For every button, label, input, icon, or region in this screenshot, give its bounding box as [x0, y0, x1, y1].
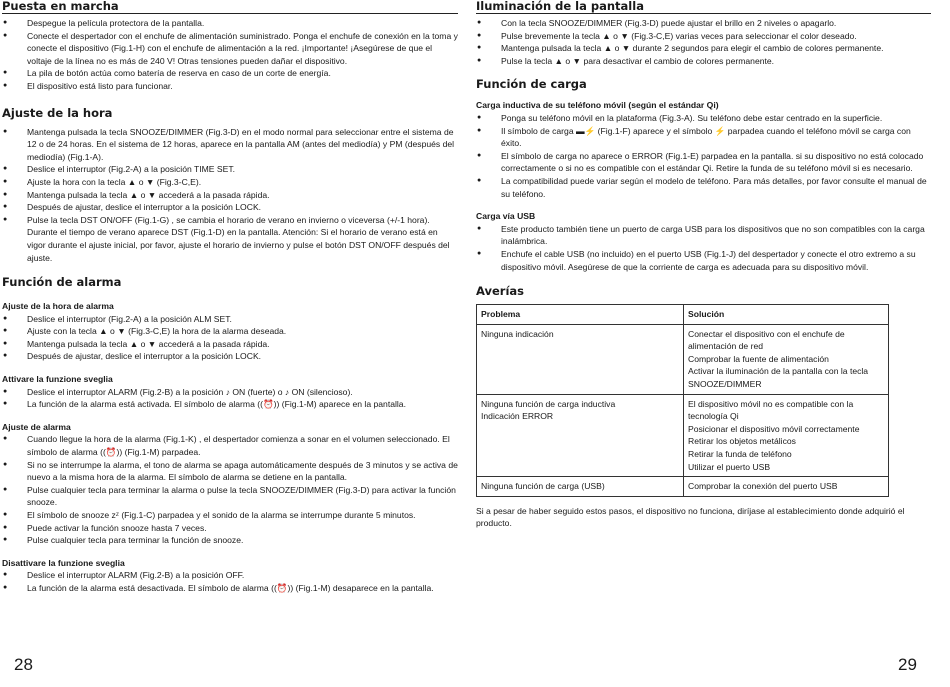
list-item: ● Pulse cualquier tecla para terminar la función de snooze.: [2, 534, 458, 547]
section-title-funcion-carga: Función de carga: [476, 77, 587, 92]
solution-line: El dispositivo móvil no es compatible con la tecnología Qi: [688, 398, 854, 422]
list-carga-inductiva: [476, 112, 931, 200]
footer-note: Si a pesar de haber seguido estos pasos, el dispositivo no funciona, diríjase al establecimiento donde adquirió el producto.: [476, 505, 905, 529]
list-disattivare-sveglia: [2, 569, 458, 594]
list-item: ● Mantenga pulsada la tecla ▲ o ▼ durante 2 segundos para elegir el cambio de colores permanente.: [476, 42, 931, 55]
list-item: ● Ajuste la hora con la tecla ▲ o ▼ (Fig.3-C,E).: [2, 176, 458, 189]
list-carga-usb: [476, 223, 931, 273]
subsection-title-attivare-sveglia: Attivare la funzione sveglia: [2, 374, 113, 385]
list-ajuste-alarma: [2, 433, 458, 546]
section-title-funcion-alarma: Función de alarma: [2, 275, 122, 290]
list-item: ● El dispositivo está listo para funcionar.: [2, 80, 458, 93]
troubleshooting-table: [476, 304, 889, 497]
list-item: ● El símbolo de snooze zᶻ (Fig.1-C) parpadea y el sonido de la alarma se interrumpe durante 5 minutos.: [2, 509, 458, 522]
table-header-solucion: Solución: [684, 305, 889, 325]
table-row: [477, 394, 889, 477]
list-item: ● Puede activar la función snooze hasta 7 veces.: [2, 522, 458, 535]
subsection-title-ajuste-alarma: Ajuste de alarma: [2, 421, 71, 432]
list-item: ● Deslice el interruptor (Fig.2-A) a la posición ALM SET.: [2, 313, 458, 326]
list-item: ● Pulse brevemente la tecla ▲ o ▼ (Fig.3-C,E) varias veces para seleccionar el color deseado.: [476, 30, 931, 43]
list-item: ● Conecte el despertador con el enchufe de alimentación suministrado. Ponga el enchufe de conexión en la toma y conecte el dispositivo (Fig.1-H) con el enchufe de alimentación a la red. ¡Importante! ¡Asegúrese de que el voltaje de la línea no es más de 240 V! Otras tensiones pueden dañar el dispositivo.: [2, 30, 458, 68]
list-item: ● Pulse la tecla DST ON/OFF (Fig.1-G) , se cambia el horario de verano en invierno o viceversa (+/-1 hora).: [2, 214, 458, 227]
subsection-title-ajuste-hora-alarma: Ajuste de la hora de alarma: [2, 301, 114, 312]
table-cell-solution: [684, 477, 889, 497]
list-ajuste-hora: [2, 126, 458, 227]
top-divider-right: [476, 13, 931, 14]
list-item: ● Pulse cualquier tecla para terminar la alarma o pulse la tecla SNOOZE/DIMMER (Fig.3-D) para activar la función snooze.: [2, 484, 458, 509]
dst-paragraph: Durante el tiempo de verano aparece DST (Fig.1-D) en la pantalla. Atención: Si el horario de verano está en vigor durante el ajuste inicial, por favor, ajuste el horario de invierno y pulse el botón DST ON/OFF después del ajuste.: [27, 227, 450, 263]
list-item: ● Este producto también tiene un puerto de carga USB para los dispositivos que no son compatibles con la carga inalámbrica.: [476, 223, 931, 248]
solution-line: Posicionar el dispositivo móvil correctamente: [688, 423, 860, 434]
top-divider-left: [2, 13, 458, 14]
solution-line: Comprobar la fuente de alimentación: [688, 353, 829, 364]
list-item: ● Deslice el interruptor (Fig.2-A) a la posición TIME SET.: [2, 163, 458, 176]
solution-line: Utilizar el puerto USB: [688, 461, 771, 472]
list-item: ● Con la tecla SNOOZE/DIMMER (Fig.3-D) puede ajustar el brillo en 2 niveles o apagarlo.: [476, 17, 931, 30]
list-ajuste-hora-alarma: [2, 313, 458, 363]
subsection-title-carga-usb: Carga vía USB: [476, 211, 536, 222]
left-column: [2, 0, 458, 595]
table-cell-problem: Ninguna indicación: [477, 324, 684, 394]
table-row: [477, 477, 889, 497]
table-header-problema: Problema: [477, 305, 684, 325]
right-column: [476, 0, 931, 530]
table-cell-solution: [684, 324, 889, 394]
list-item: ● Ponga su teléfono móvil en la plataforma (Fig.3-A). Su teléfono debe estar centrado en la superficie.: [476, 112, 931, 125]
page-number-right: 29: [898, 655, 917, 674]
list-item: ● Después de ajustar, deslice el interruptor a la posición LOCK.: [2, 201, 458, 214]
list-item: ● La función de la alarma está desactivada. El símbolo de alarma ((⏰)) (Fig.1-M) desaparece en la pantalla.: [2, 582, 458, 595]
list-puesta-en-marcha: [2, 17, 458, 93]
table-cell-problem: Ninguna función de carga (USB): [477, 477, 684, 497]
list-item: ● Cuando llegue la hora de la alarma (Fig.1-K) , el despertador comienza a sonar en el volumen seleccionado. El símbolo de alarma ((⏰)) (Fig.1-M) parpadea.: [2, 433, 458, 458]
list-item: ● La pila de botón actúa como batería de reserva en caso de un corte de energía.: [2, 67, 458, 80]
section-title-ajuste-hora: Ajuste de la hora: [2, 105, 113, 120]
section-title-puesta-en-marcha: Puesta en marcha: [2, 0, 119, 13]
list-item: ● El símbolo de carga no aparece o ERROR (Fig.1-E) parpadea en la pantalla. si su dispositivo no está colocado correctamente o si no es compatible con el estándar Qi. Retire la funda de su teléfono móvil si es necesario.: [476, 150, 931, 175]
list-item: ● La compatibilidad puede variar según el modelo de teléfono. Para más detalles, por favor consulte el manual de su teléfono.: [476, 175, 931, 200]
page-number-left: 28: [14, 655, 33, 674]
table-cell-solution: [684, 394, 889, 477]
section-title-averias: Averías: [476, 284, 525, 299]
list-item: ● Enchufe el cable USB (no incluido) en el puerto USB (Fig.1-J) del despertador y conecte el otro extremo a su dispositivo móvil. Asegúrese de que la corriente de carga es adecuada para su dispositivo móvil.: [476, 248, 931, 273]
list-item: ● Ajuste con la tecla ▲ o ▼ (Fig.3-C,E) la hora de la alarma deseada.: [2, 325, 458, 338]
list-item: ● Si no se interrumpe la alarma, el tono de alarma se apaga automáticamente después de 3 minutos y se activa de nuevo a la misma hora de la alarma. El símbolo de alarma se detiene en la pantalla.: [2, 459, 458, 484]
solution-line: Activar la iluminación de la pantalla con la tecla SNOOZE/DIMMER: [688, 366, 869, 390]
list-item: ● Il símbolo de carga ▬⚡ (Fig.1-F) aparece y el símbolo ⚡ parpadea cuando el teléfono móvil se carga con éxito.: [476, 125, 931, 150]
solution-line: Retirar los objetos metálicos: [688, 436, 796, 447]
list-item: ● Deslice el interruptor ALARM (Fig.2-B) a la posición OFF.: [2, 569, 458, 582]
solution-line: Conectar el dispositivo con el enchufe de alimentación de red: [688, 328, 845, 352]
list-iluminacion: [476, 17, 931, 67]
list-item: ● Mantenga pulsada la tecla ▲ o ▼ accederá a la pasada rápida.: [2, 189, 458, 202]
list-item: ● La función de la alarma está activada. El símbolo de alarma ((⏰)) (Fig.1-M) aparece en la pantalla.: [2, 398, 458, 411]
list-item: ● Después de ajustar, deslice el interruptor a la posición LOCK.: [2, 350, 458, 363]
section-title-iluminacion: Iluminación de la pantalla: [476, 0, 644, 13]
list-attivare-sveglia: [2, 386, 458, 411]
list-item: ● Mantenga pulsada la tecla SNOOZE/DIMMER (Fig.3-D) en el modo normal para seleccionar entre el sistema de 12 o de 24 horas. En el sistema de 12 horas, aparece en la pantalla AM (antes del mediodía) y PM (después del mediodía) (Fig.1-A).: [2, 126, 458, 164]
list-item: ● Despegue la película protectora de la pantalla.: [2, 17, 458, 30]
table-header-row: [477, 305, 889, 325]
list-item: ● Pulse la tecla ▲ o ▼ para desactivar el cambio de colores permanente.: [476, 55, 931, 68]
table-cell-problem: Ninguna función de carga inductiva Indicación ERROR: [477, 394, 684, 477]
subsection-title-disattivare-sveglia: Disattivare la funzione sveglia: [2, 557, 125, 568]
solution-line: Comprobar la conexión del puerto USB: [688, 481, 838, 492]
list-item: ● Deslice el interruptor ALARM (Fig.2-B) a la posición ♪ ON (fuerte) o ♪ ON (silencioso).: [2, 386, 458, 399]
list-item: ● Mantenga pulsada la tecla ▲ o ▼ accederá a la pasada rápida.: [2, 338, 458, 351]
solution-line: Retirar la funda de teléfono: [688, 449, 792, 460]
subsection-title-carga-inductiva: Carga inductiva de su teléfono móvil (según el estándar Qi): [476, 100, 719, 111]
table-row: [477, 324, 889, 394]
